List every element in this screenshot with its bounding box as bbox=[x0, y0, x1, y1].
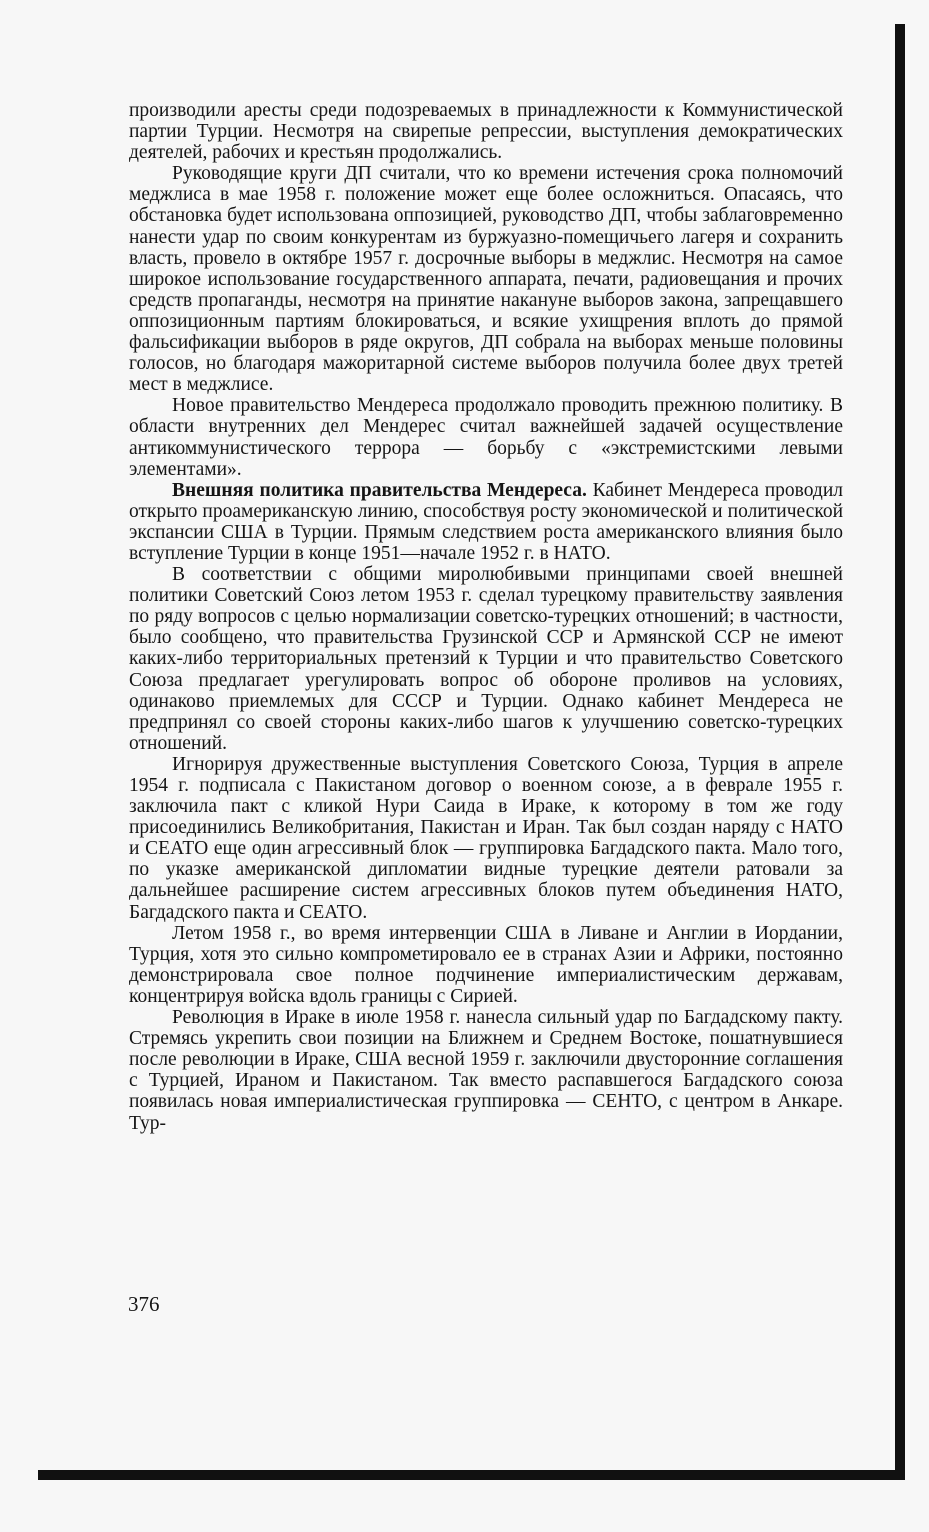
paragraph-1: производили аресты среди подозреваемых в принадлежности к Коммунистической партии Турции. Несмотря на свирепые репрессии, выступления демократических деятелей, рабочих и крестьян продолжались. bbox=[129, 100, 843, 164]
body-text bbox=[129, 100, 843, 1134]
paragraph-6: Игнорируя дружественные выступления Советского Союза, Турция в апреле 1954 г. подписала с Пакистаном договор о военном союзе, а в феврале 1955 г. заключила пакт с кликой Нури Саида в Ираке, к которому в том же году присоединились Великобритания, Пакистан и Иран. Так был создан наряду с НАТО и СЕАТО еще один агрессивный блок — группировка Багдадского пакта. Мало того, по указке американской дипломатии видные турецкие деятели ратовали за дальнейшее расширение систем агрессивных блоков путем объединения НАТО, Багдадского пакта и СЕАТО. bbox=[129, 753, 843, 923]
paragraph-4 bbox=[129, 480, 843, 564]
paragraph-3: Новое правительство Мендереса продолжало проводить прежнюю политику. В области внутренних дел Мендерес считал важнейшей задачей осуществление антикоммунистического террора — борьбу с «экстремистскими левыми элементами». bbox=[129, 395, 843, 480]
paragraph-4-text: Кабинет Мендереса проводил открыто проамериканскую линию, способствуя росту экономической и политической экспансии США в Турции. Прямым следствием роста американского влияния было вступление Турции в конце 1951—начале 1952 г. в НАТО. bbox=[129, 479, 843, 564]
paragraph-2: Руководящие круги ДП считали, что ко времени истечения срока полномочий меджлиса в мае 1958 г. положение может еще более осложниться. Опасаясь, что обстановка будет использована оппозицией, руководство ДП, чтобы заблаговременно нанести удар по своим конкурентам из буржуазно-помещичьего лагеря и сохранить власть, провело в октябре 1957 г. досрочные выборы в меджлис. Несмотря на самое широкое использование государственного аппарата, печати, радиовещания и прочих средств пропаганды, несмотря на принятие накануне выборов закона, запрещавшего оппозиционным партиям блокироваться, и всякие ухищрения вплоть до прямой фальсификации выборов в ряде округов, ДП собрала на выборах меньше половины голосов, но благодаря мажоритарной системе выборов получила более двух третей мест в меджлисе. bbox=[129, 163, 843, 396]
page-number: 376 bbox=[128, 1292, 160, 1316]
paragraph-8: Революция в Ираке в июле 1958 г. нанесла сильный удар по Багдадскому пакту. Стремясь укрепить свои позиции на Ближнем и Среднем Востоке, пошатнувшиеся после революции в Ираке, США весной 1959 г. заключили двусторонние соглашения с Турцией, Ираном и Пакистаном. Так вместо распавшегося Багдадского союза появилась новая империалистическая группировка — СЕНТО, с центром в Анкаре. Тур- bbox=[129, 1007, 843, 1134]
paragraph-5: В соответствии с общими миролюбивыми принципами своей внешней политики Советский Союз летом 1953 г. сделал турецкому правительству заявления по ряду вопросов с целью нормализации советско-турецких отношений; в частности, было сообщено, что правительства Грузинской ССР и Армянской ССР не имеют каких-либо территориальных претензий к Турции и что правительство Советского Союза предлагает урегулировать вопрос об обороне проливов на условиях, одинаково приемлемых для СССР и Турции. Однако кабинет Мендереса не предпринял со своей стороны каких-либо шагов к улучшению советско-турецких отношений. bbox=[129, 564, 843, 754]
paragraph-7: Летом 1958 г., во время интервенции США в Ливане и Англии в Иордании, Турция, хотя это сильно компрометировало ее в странах Азии и Африки, постоянно демонстрировала свое полное подчинение империалистическим державам, концентрируя войска вдоль границы с Сирией. bbox=[129, 922, 843, 1007]
section-heading: Внешняя политика правительства Мендереса. bbox=[172, 479, 587, 501]
